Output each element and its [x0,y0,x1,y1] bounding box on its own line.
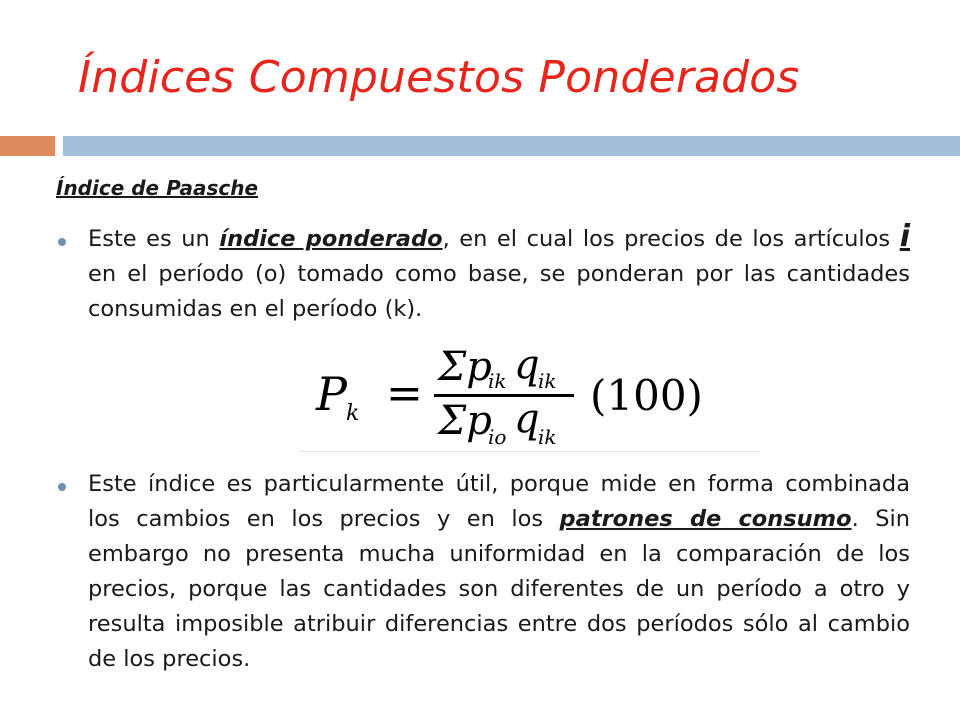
bullet1-variable-i: i [899,219,910,254]
accent-bar-blue [63,136,960,156]
formula-fraction-bar [434,394,574,397]
bullet1-emphasis: índice ponderado [219,226,443,252]
formula-num-sub1: ik [488,369,507,393]
slide-title: Índices Compuestos Ponderados [78,52,800,103]
formula-numerator: Σp [438,344,492,390]
bullet2-text-1: Este índice es particularmente útil, porque mide en forma combinada los cambios en los precios y en los [88,471,910,532]
accent-bar-orange [0,136,55,156]
bullet2-text-2: . Sin embargo no presenta mucha uniformidad en la comparación de los precios, porque las cantidades son diferentes de un período a otro y resulta imposible atribuir diferencias entre dos períodos sólo al cambio de los precios. [88,506,911,672]
formula-denominator: Σp [438,398,492,444]
bullet1-text-3: en el período (o) tomado como base, se ponderan por las cantidades consumidas en el período (k). [88,261,910,322]
formula-lhs: P [316,367,347,421]
formula-den-q: q [514,396,540,442]
bullet-dot-icon [58,483,66,491]
formula-lhs-sub: k [346,401,360,426]
formula-underline [300,451,760,452]
bullet-paragraph-1 [88,219,910,327]
bullet-dot-icon [58,238,66,246]
bullet-paragraph-2 [88,467,910,677]
formula-den-sub2: ik [538,425,557,449]
formula-factor: (100) [590,371,703,420]
paasche-formula [300,340,762,452]
formula-equals: = [386,368,423,419]
formula-num-sub2: ik [538,369,557,393]
formula-num-q: q [514,342,540,388]
formula-den-sub1: io [488,425,507,449]
section-subtitle: Índice de Paasche [56,176,259,200]
bullet1-text-1: Este es un [88,226,220,252]
bullet1-text-2: , en el cual los precios de los artículos [442,226,900,252]
bullet2-emphasis: patrones de consumo [559,506,852,532]
